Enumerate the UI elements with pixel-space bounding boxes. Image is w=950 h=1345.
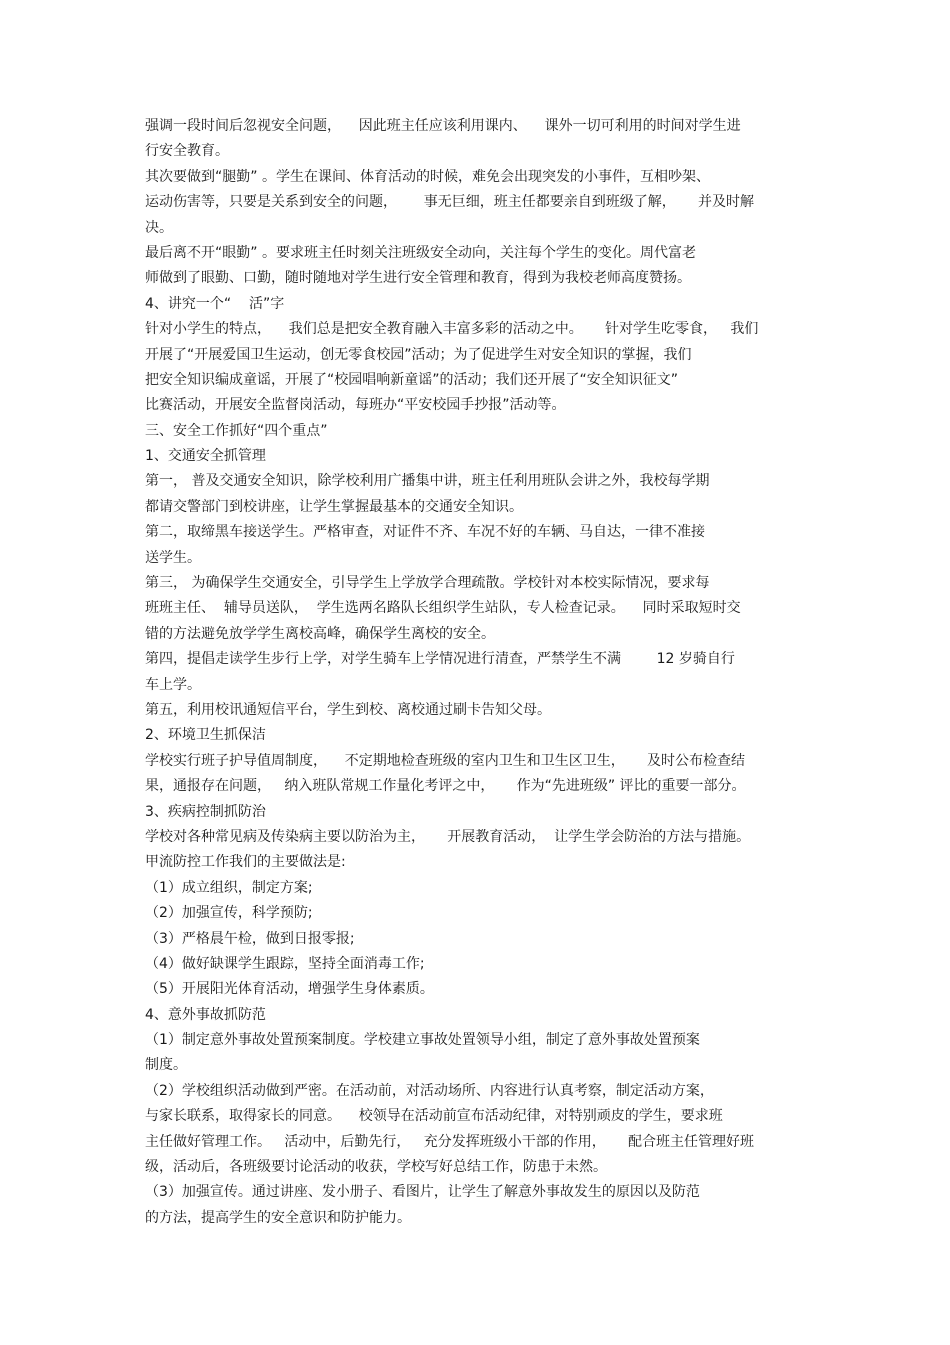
text-line: 比赛活动，开展安全监督岗活动，每班办“平安校园手抄报”活动等。: [145, 397, 566, 414]
text-line: 行安全教育。: [145, 143, 229, 160]
text-line: 果，通报存在问题， 纳入班队常规工作量化考评之中， 作为“先进班级” 评比的重要一部分。: [145, 778, 746, 795]
text-line: 第三， 为确保学生交通安全，引导学生上学放学合理疏散。学校针对本校实际情况，要求每: [145, 575, 710, 592]
text-line: 制度。: [145, 1057, 187, 1074]
text-line: 针对小学生的特点， 我们总是把安全教育融入丰富多彩的活动之中。 针对学生吃零食， 我们: [145, 321, 759, 338]
document-body: [145, 114, 810, 1231]
list-item: （3）加强宣传。通过讲座、发小册子、看图片，让学生了解意外事故发生的原因以及防范: [145, 1184, 700, 1201]
text-line: 第五，利用校讯通短信平台，学生到校、离校通过刷卡告知父母。: [145, 701, 551, 718]
text-line: 第四，提倡走读学生步行上学，对学生骑车上学情况进行清查，严禁学生不满 12 岁骑自行: [145, 651, 735, 668]
text-line: 运动伤害等，只要是关系到安全的问题， 事无巨细，班主任都要亲自到班级了解， 并及时解: [145, 194, 754, 211]
text-line: 车上学。: [145, 676, 201, 693]
section-heading: 4、意外事故抓防范: [145, 1006, 266, 1023]
section-heading: 4、讲究一个“ 活”字: [145, 295, 285, 312]
text-line: 第一， 普及交通安全知识，除学校利用广播集中讲，班主任利用班队会讲之外，我校每学期: [145, 473, 710, 490]
list-item: （3）严格晨午检，做到日报零报;: [145, 930, 355, 947]
text-line: 级，活动后，各班级要讨论活动的收获，学校写好总结工作，防患于未然。: [145, 1159, 607, 1176]
text-line: 把安全知识编成童谣，开展了“校园唱响新童谣”的活动；我们还开展了“安全知识征文”: [145, 371, 679, 388]
section-heading: 3、疾病控制抓防治: [145, 803, 266, 820]
section-heading: 三、安全工作抓好“四个重点”: [145, 422, 328, 439]
list-item: （2）加强宣传，科学预防;: [145, 905, 313, 922]
text-line: 送学生。: [145, 549, 201, 566]
text-line: 主任做好管理工作。 活动中，后勤先行， 充分发挥班级小干部的作用， 配合班主任管理好班: [145, 1133, 754, 1150]
text-line: 班班主任、 辅导员送队， 学生选两名路队长组织学生站队，专人检查记录。 同时采取短时交: [145, 600, 741, 617]
text-line: 决。: [145, 219, 173, 236]
text-line: 错的方法避免放学学生离校高峰，确保学生离校的安全。: [145, 625, 495, 642]
text-line: 学校对各种常见病及传染病主要以防治为主， 开展教育活动， 让学生学会防治的方法与措施。: [145, 828, 751, 845]
text-line: 学校实行班子护导值周制度， 不定期地检查班级的室内卫生和卫生区卫生， 及时公布检查结: [145, 752, 746, 769]
text-line: 都请交警部门到校讲座，让学生掌握最基本的交通安全知识。: [145, 498, 523, 515]
section-heading: 1、交通安全抓管理: [145, 448, 266, 465]
text-line: 师做到了眼勤、口勤，随时随地对学生进行安全管理和教育，得到为我校老师高度赞扬。: [145, 270, 691, 287]
text-line: 其次要做到“腿勤” 。学生在课间、体育活动的时候，难免会出现突发的小事件，互相吵架、: [145, 168, 710, 185]
text-line: 第二，取缔黑车接送学生。严格审查，对证件不齐、车况不好的车辆、马自达，一律不准接: [145, 524, 705, 541]
text-line: 甲流防控工作我们的主要做法是:: [145, 854, 346, 871]
text-line: 强调一段时间后忽视安全问题， 因此班主任应该利用课内、 课外一切可利用的时间对学生进: [145, 118, 741, 134]
text-line: 最后离不开“眼勤” 。要求班主任时刻关注班级安全动向，关注每个学生的变化。周代富老: [145, 244, 696, 261]
section-heading: 2、环境卫生抓保洁: [145, 727, 266, 744]
text-line: 开展了“开展爱国卫生运动，创无零食校园”活动；为了促进学生对安全知识的掌握，我们: [145, 346, 692, 363]
list-item: （4）做好缺课学生跟踪，坚持全面消毒工作;: [145, 955, 425, 972]
list-item: （5）开展阳光体育活动，增强学生身体素质。: [145, 981, 434, 998]
list-item: （2）学校组织活动做到严密。在活动前，对活动场所、内容进行认真考察，制定活动方案，: [145, 1082, 714, 1099]
list-item: （1）制定意外事故处置预案制度。学校建立事故处置领导小组，制定了意外事故处置预案: [145, 1032, 700, 1049]
list-item: （1）成立组织，制定方案;: [145, 879, 313, 896]
text-line: 的方法，提高学生的安全意识和防护能力。: [145, 1209, 411, 1226]
text-line: 与家长联系，取得家长的同意。 校领导在活动前宣布活动纪律，对特别顽皮的学生，要求班: [145, 1108, 723, 1125]
